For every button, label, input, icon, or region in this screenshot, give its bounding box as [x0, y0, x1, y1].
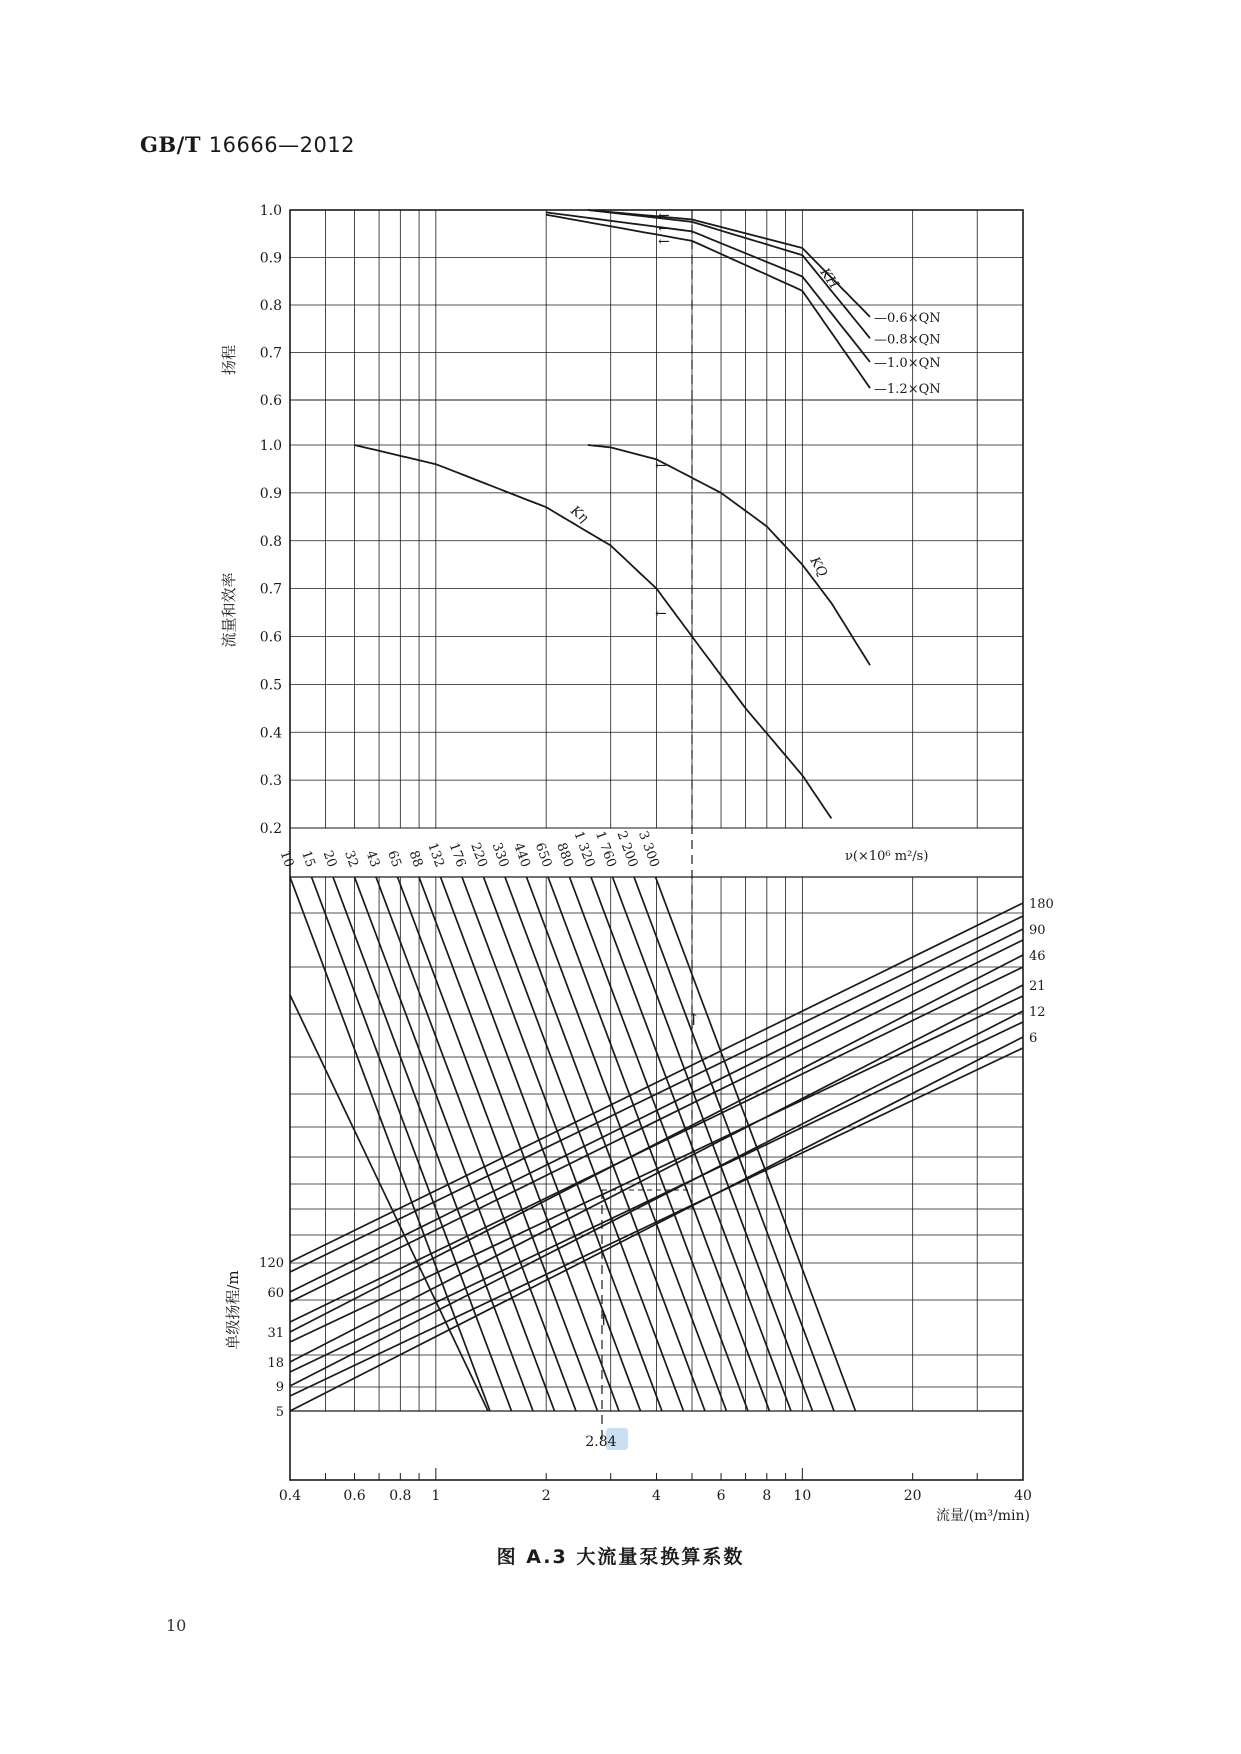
head-curve-label: —0.8×QN: [874, 332, 941, 348]
y-tick-label: 0.8: [259, 533, 282, 550]
y-tick-label: 0.2: [259, 821, 282, 837]
viscosity-line-0: [290, 877, 490, 1411]
k-eta-label: Kη: [567, 503, 591, 526]
head-right-label: 12: [1029, 1005, 1046, 1020]
figure-caption: 图 A.3 大流量泵换算系数: [496, 1546, 745, 1568]
reading-arrow: ↑: [687, 1010, 701, 1029]
viscosity-label: 650: [531, 840, 555, 870]
y-tick-label: 0.6: [259, 629, 282, 646]
head-arrow: ←: [658, 234, 670, 250]
y-tick-label: 0.5: [259, 677, 282, 694]
viscosity-label: 15: [298, 848, 318, 870]
x-tick-label: 8: [762, 1488, 772, 1504]
viscosity-label: 65: [384, 848, 404, 870]
head-right-label: 6: [1029, 1031, 1038, 1046]
viscosity-line-3: [355, 877, 555, 1411]
y-tick-label: 0.7: [259, 581, 282, 598]
viscosity-label: 220: [467, 840, 490, 870]
y-tick-label: 0.9: [259, 250, 282, 267]
viscosity-label: 10: [276, 848, 297, 870]
x-tick-label: 6: [716, 1488, 726, 1504]
y-tick-label: 1.0: [259, 438, 282, 454]
viscosity-line-2: [333, 877, 533, 1411]
viscosity-label: 1 760: [592, 829, 619, 870]
reading-arrow: ↑: [596, 1310, 611, 1329]
head-left-label: 60: [267, 1286, 284, 1301]
head-left-label: 18: [267, 1356, 284, 1371]
head-arrow: ←: [658, 208, 670, 224]
page-number: 10: [166, 1616, 187, 1635]
viscosity-line-8: [462, 877, 662, 1411]
efficiency-curve-0: [355, 445, 832, 818]
head-left-label: 120: [259, 1256, 284, 1271]
viscosity-line-9: [484, 877, 684, 1411]
viscosity-label: 132: [424, 840, 447, 870]
viscosity-label: 880: [553, 840, 576, 870]
y-tick-label: 0.9: [259, 485, 282, 502]
chart-text: [220, 203, 1054, 1524]
head-curve-0: [588, 210, 870, 317]
viscosity-line-16: [634, 877, 834, 1411]
viscosity-label: 2 200: [613, 829, 641, 870]
head-right-label: 21: [1029, 979, 1046, 994]
x-tick-label: 0.4: [278, 1488, 302, 1504]
viscosity-line-14: [591, 877, 791, 1411]
y-axis-title-head: 扬程: [220, 344, 238, 376]
viscosity-label: 330: [488, 840, 512, 870]
head-left-label: 5: [275, 1405, 284, 1420]
viscosity-label: 32: [341, 848, 361, 870]
head-curve-label: —1.0×QN: [874, 356, 941, 371]
efficiency-arrow: ←: [655, 606, 667, 622]
example-flow-label: 2.84: [585, 1434, 617, 1450]
x-tick-label: 2: [541, 1488, 551, 1504]
head-curve-2: [546, 212, 870, 362]
y-tick-label: 0.3: [259, 773, 282, 790]
x-tick-label: 40: [1014, 1488, 1032, 1504]
head-curve-label: —1.2×QN: [874, 382, 941, 398]
head-left-label: 9: [275, 1380, 284, 1395]
standard-number: 16666—2012: [208, 133, 356, 157]
x-tick-label: 0.6: [343, 1488, 366, 1504]
viscosity-label: 88: [405, 848, 426, 870]
head-curve-label: —0.6×QN: [874, 310, 941, 326]
y-tick-label: 0.8: [259, 298, 282, 314]
x-tick-label: 4: [652, 1488, 661, 1504]
viscosity-line-12: [548, 877, 748, 1411]
head-arrow: ←: [658, 221, 670, 237]
y-axis-title-flow-efficiency: 流量和效率: [220, 572, 238, 648]
x-tick-label: 10: [793, 1488, 812, 1504]
head-right-label: 46: [1029, 949, 1046, 964]
viscosity-label: 3 300: [635, 829, 662, 870]
viscosity-label: 176: [445, 840, 469, 870]
head-left-label: 31: [267, 1326, 284, 1341]
x-tick-label: 20: [903, 1488, 922, 1504]
viscosity-line-10: [505, 877, 705, 1411]
y-tick-label: 1.0: [259, 203, 282, 219]
viscosity-label: 1 320: [570, 829, 598, 870]
efficiency-curve-1: [588, 445, 870, 665]
efficiency-arrow: ←: [655, 458, 667, 474]
x-tick-label: 0.8: [389, 1488, 412, 1504]
x-axis-title: 流量/(m³/min): [935, 1508, 1030, 1524]
kq-label: KQ: [806, 554, 830, 580]
y-tick-label: 0.7: [259, 345, 282, 362]
viscosity-axis-label: ν(×10⁶ m²/s): [845, 849, 929, 864]
x-tick-label: 1: [431, 1488, 441, 1504]
standard-prefix: GB/T: [140, 132, 201, 157]
viscosity-line-11: [527, 877, 727, 1411]
y-axis-title-single-stage-head: 单级扬程/m: [224, 1270, 242, 1350]
viscosity-label: 20: [319, 848, 340, 870]
viscosity-line-1: [312, 877, 512, 1411]
viscosity-line-17: [656, 877, 856, 1411]
head-right-label: 180: [1029, 897, 1054, 912]
y-tick-label: 0.6: [259, 393, 282, 409]
viscosity-label: 43: [362, 848, 383, 870]
viscosity-line-13: [570, 877, 770, 1411]
head-right-label: 90: [1029, 923, 1046, 938]
y-tick-label: 0.4: [259, 725, 282, 742]
kh-label: KH: [816, 265, 842, 292]
viscosity-label: 440: [510, 840, 533, 870]
